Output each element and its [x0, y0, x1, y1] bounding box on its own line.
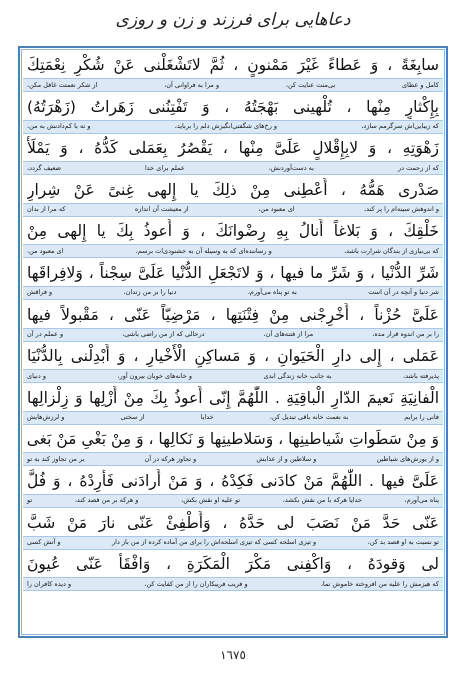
- translation-segment: و رخ‌های شگفتی‌انگیزش دلم را برباید،: [174, 122, 278, 131]
- text-line: [23, 50, 443, 92]
- translation-segment: و دیده کافران را: [27, 579, 72, 588]
- arabic-text-line: لی وَقودَهُ ، وَاكْفِنی مَكْرَ الْمَكَرَةِ ، وَافْقَأْ عَنّی عُيونَ: [27, 555, 439, 574]
- translation-segment: و اندوهش سینه‌ام را پر کند،: [364, 205, 439, 214]
- translation-segment: که بی‌نیازی از بندگان شرارت باشد،: [344, 246, 439, 255]
- translation-segment: و خانه‌های خوبان بیرون آور،: [117, 371, 193, 380]
- text-line: [23, 466, 443, 508]
- translation-segment: درحالی که از من راضی باشی،: [122, 330, 205, 339]
- translation-segment: بی‌منت عنایت کن،: [285, 80, 336, 89]
- translation-segment: که مرا از بدان: [27, 205, 66, 214]
- translation-segment: که زیبایی‌اش سرگرمم سازد،: [361, 122, 439, 131]
- translation-segment: به نعمت خانه باقی تبدیل کن،: [269, 413, 349, 422]
- translation-segment: کامل و عطای: [401, 80, 439, 89]
- translation-segment: عملم برای خدا: [144, 163, 185, 172]
- translation-segment: و مرا به فراوانی آن،: [164, 80, 220, 89]
- translation-segment: شر دنیا و آنچه در آن است: [368, 288, 439, 297]
- translation-segment: به جانب خانه زندگی ابدی: [263, 371, 332, 380]
- translation-segment: و فریب فریبکاران را از من کفایت کن،: [144, 579, 248, 588]
- translation-line: [25, 286, 441, 299]
- text-body: [23, 50, 443, 591]
- translation-segment: به تو پناه می‌آورم،: [247, 288, 297, 297]
- text-line: [23, 508, 443, 550]
- translation-segment: پذیرفته باشد،: [403, 371, 439, 380]
- arabic-text-line: خَلْقِكَ ، وَ بَلاغاً أَنالُ بِهِ رِضْوانَكَ ، وَ أَعوذُ بِكَ يا إِلهی مِنْ: [27, 222, 439, 241]
- translation-segment: و رساننده‌ای که به وسیله آن به خشنودی‌ات برسم،: [135, 246, 272, 255]
- translation-segment: از سختی: [120, 413, 145, 422]
- translation-segment: تو نسبت به او قصد بد کن،: [367, 538, 439, 547]
- translation-segment: و تیزی اسلحه کسی که تیزی اسلحه‌اش را برای من آماده کرده از من باز دار: [112, 538, 317, 547]
- translation-line: [25, 203, 441, 216]
- arabic-text-line: شَرِّ الدُّنْيا ، وَ شَرِّ ما فيها ، وَ لاتَجْعَلِ الدُّنْيا عَلَیَّ سِجْناً ، وَلافِراقَها: [27, 263, 439, 282]
- translation-line: [25, 411, 441, 424]
- translation-line: [25, 577, 441, 590]
- translation-segment: و سلاطین و از عذابش: [256, 454, 317, 463]
- text-line: [23, 341, 443, 383]
- translation-segment: مرا از فتنه‌های آن،: [263, 330, 314, 339]
- translation-segment: خدایا هرکه با من نقش بکشد،: [282, 496, 363, 505]
- arabic-text-line: عَلَیَّ فيها . اللّٰهُمَّ مَنْ كادَنی فَكِدْهُ ، وَ مَنْ أَرادَنی فَأَرِدْهُ ، وَ فُلَّ: [27, 471, 439, 490]
- arabic-text-line: عَنّی حَدَّ مَنْ نَصَبَ لی حَدَّهُ ، وَأَطْفِئْ عَنّی نارَ مَنْ شَبَّ: [27, 513, 439, 532]
- translation-segment: که از زحمت در: [397, 163, 439, 172]
- translation-segment: و تجاوز هرکه در آن: [144, 454, 197, 463]
- translation-segment: بر من تجاوز کند به تو: [27, 454, 85, 463]
- translation-line: [25, 120, 441, 133]
- translation-line: [25, 78, 441, 91]
- arabic-text-line: بِإِكْثارٍ مِنْها ، تُلْهينی بَهْجَتُهُ ، وَ تَفْتِنُنی زَهَراتُ (زَهْرَتُهُ): [27, 97, 439, 116]
- translation-segment: و دنیای: [27, 371, 46, 380]
- text-line: [23, 549, 443, 591]
- page-header-title: دعاهایی برای فرزند و زن و روزی: [115, 10, 351, 30]
- translation-line: [25, 161, 441, 174]
- translation-segment: که هیزمش را علیه من افروخته خاموش نما،: [320, 579, 439, 588]
- translation-line: [25, 452, 441, 465]
- translation-segment: تو: [27, 496, 33, 505]
- page-number: ١٦٧٥: [220, 648, 246, 662]
- translation-segment: و نه با کم‌دادنش به من،: [27, 122, 91, 131]
- translation-segment: و لرزش‌هایش: [27, 413, 65, 422]
- translation-segment: تو علیه او نقش بکش،: [181, 496, 241, 505]
- translation-segment: و از یورش‌های شیاطین: [376, 454, 439, 463]
- translation-line: [25, 328, 441, 341]
- translation-segment: و هرکه بر من قصد کند،: [74, 496, 139, 505]
- translation-segment: ای معبود من،: [27, 246, 64, 255]
- arabic-text-line: الْفانِيَةِ نَعيمَ الدّارِ الْباقِيَةِ . اللّٰهُمَّ إِنّی أَعوذُ بِكَ مِنْ أَزْلِها وَ زِلْزالِها: [27, 388, 439, 407]
- text-line: [23, 133, 443, 175]
- text-line: [23, 175, 443, 217]
- translation-segment: ضعیف گردد،: [27, 163, 61, 172]
- translation-segment: پناه می‌آورم،: [404, 496, 439, 505]
- text-line: [23, 300, 443, 342]
- translation-line: [25, 536, 441, 549]
- text-line: [23, 424, 443, 466]
- translation-segment: فانی را برایم: [404, 413, 439, 422]
- translation-segment: از شکر نعمتت غافل مکن،: [27, 80, 98, 89]
- arabic-text-line: عَمَلی ، إِلی دارِ الْحَيَوانِ ، وَ مَساكِنِ الْأَخْيارِ ، وَ أَبْدِلْنی بِالدُّنْيَا: [27, 347, 439, 366]
- translation-segment: از معیشت آن اندازه: [134, 205, 189, 214]
- translation-segment: و آتش کسی: [27, 538, 61, 547]
- translation-segment: و عملم در آن: [27, 330, 64, 339]
- arabic-text-line: زَهْوَتِهِ ، وَ لابِإِقْلالٍ عَلَیَّ مِنْها ، يَقْصُرُ بِعَمَلی كَدُّهُ ، وَ يَمْلَأُ: [27, 139, 439, 158]
- translation-segment: به دست‌آوردنش،: [268, 163, 314, 172]
- arabic-text-line: سابِغَةً ، وَ عَطاءً غَيْرَ مَمْنونٍ ، ثُمَّ لاتَشْغَلْنی عَنْ شُكْرِ نِعْمَتِكَ: [27, 56, 439, 74]
- arabic-text-line: عَلَیَّ حُزْناً ، أَخْرِجْنی مِنْ فِتْنَتِها ، مَرْضِيّاً عَنّی ، مَقْبولاً فيها: [27, 305, 439, 324]
- translation-segment: دنیا را بر من زندان،: [123, 288, 177, 297]
- translation-line: [25, 369, 441, 382]
- text-line: [23, 92, 443, 134]
- translation-segment: خدایا: [200, 413, 214, 422]
- arabic-text-line: صَدْری هَمُّهُ ، أَعْطِنی مِنْ ذلِكَ يا إِلهی غِنیً عَنْ شِرارِ: [27, 180, 439, 199]
- text-line: [23, 216, 443, 258]
- arabic-text-line: وَ مِنْ سَطَواتِ شَياطينِها ، وَسَلاطينِها وَ نَكالِها ، وَ مِنْ بَغْیِ مَنْ بَغی: [27, 430, 439, 449]
- text-line: [23, 383, 443, 425]
- translation-line: [25, 244, 441, 257]
- translation-segment: را بر من اندوه قرار مده،: [372, 330, 439, 339]
- text-line: [23, 258, 443, 300]
- translation-line: [25, 494, 441, 507]
- translation-segment: و فراقش: [27, 288, 53, 297]
- translation-segment: ای معبود من،: [258, 205, 295, 214]
